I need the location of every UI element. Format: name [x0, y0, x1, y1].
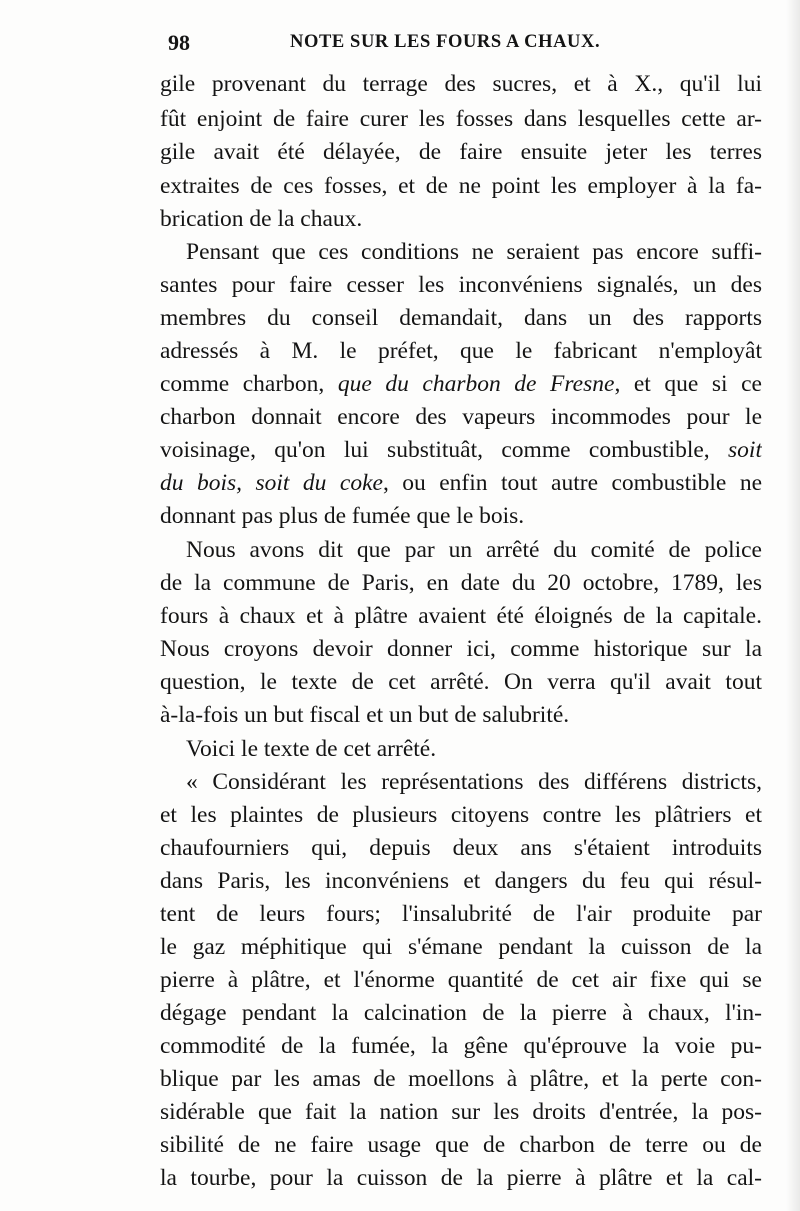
text-line: comme charbon, que du charbon de Fresne, et que si ce	[160, 371, 762, 397]
paragraph-start-line: Voici le texte de cet arrêté.	[186, 736, 437, 762]
page-edge-shadow	[786, 0, 800, 1211]
text-line: question, le texte de cet arrêté. On verra qu'il avait tout	[160, 669, 762, 695]
text-line: dégage pendant la calcination de la pierre à chaux, l'in-	[160, 1000, 762, 1026]
text-line: voisinage, qu'on lui substituât, comme combustible, soit	[160, 437, 762, 463]
text-line: extraites de ces fosses, et de ne point les employer à la fa-	[160, 173, 762, 199]
text-line: du bois, soit du coke, ou enfin tout autre combustible ne	[160, 470, 762, 496]
text-line: santes pour faire cesser les inconvéniens signalés, un des	[160, 272, 762, 298]
text-line: charbon donnait encore des vapeurs incommodes pour le	[160, 404, 762, 430]
text-line: sibilité de ne faire usage que de charbon de terre ou de	[160, 1132, 762, 1158]
paragraph-start-line: Nous avons dit que par un arrêté du comité de police	[186, 537, 762, 563]
text-line: tent de leurs fours; l'insalubrité de l'air produite par	[160, 901, 762, 927]
paragraph-start-line: Pensant que ces conditions ne seraient pas encore suffi-	[186, 239, 762, 265]
text-line: blique par les amas de moellons à plâtre, et la perte con-	[160, 1066, 762, 1092]
text-line: et les plaintes de plusieurs citoyens contre les plâtriers et	[160, 802, 762, 828]
page-number: 98	[168, 30, 190, 55]
text-line: gile avait été délayée, de faire ensuite jeter les terres	[160, 139, 762, 165]
italic-text: que du charbon de Fresne	[337, 371, 615, 397]
text-line: commodité de la fumée, la gêne qu'éprouve la voie pu-	[160, 1033, 762, 1059]
text-line: brication de la chaux.	[160, 206, 363, 232]
page-header	[168, 30, 768, 62]
text-line: gile provenant du terrage des sucres, et à X., qu'il lui	[160, 71, 762, 97]
text-line: donnant pas plus de fumée que le bois.	[160, 503, 525, 529]
text-line: Nous croyons devoir donner ici, comme historique sur la	[160, 636, 762, 662]
text-line: sidérable que fait la nation sur les droits d'entrée, la pos-	[160, 1099, 762, 1125]
text-line: chaufourniers qui, depuis deux ans s'étaient introduits	[160, 835, 762, 861]
text-line: dans Paris, les inconvéniens et dangers du feu qui résul-	[160, 868, 762, 894]
text-line: la tourbe, pour la cuisson de la pierre à plâtre et la cal-	[160, 1165, 762, 1191]
text-line: fût enjoint de faire curer les fosses dans lesquelles cette ar-	[160, 106, 762, 132]
italic-text: du bois, soit du coke	[160, 470, 383, 496]
text-line: le gaz méphitique qui s'émane pendant la cuisson de la	[160, 934, 762, 960]
paragraph-start-line: « Considérant les représentations des différens districts,	[186, 769, 762, 795]
text-line: fours à chaux et à plâtre avaient été éloignés de la capitale.	[160, 603, 762, 629]
text-line: à-la-fois un but fiscal et un but de salubrité.	[160, 702, 570, 728]
text-line: membres du conseil demandait, dans un des rapports	[160, 305, 762, 331]
running-title: NOTE SUR LES FOURS A CHAUX.	[290, 32, 601, 52]
italic-text: soit	[728, 437, 762, 463]
text-line: pierre à plâtre, et l'énorme quantité de cet air fixe qui se	[160, 967, 762, 993]
text-line: de la commune de Paris, en date du 20 octobre, 1789, les	[160, 570, 762, 596]
text-line: adressés à M. le préfet, que le fabricant n'employât	[160, 338, 762, 364]
